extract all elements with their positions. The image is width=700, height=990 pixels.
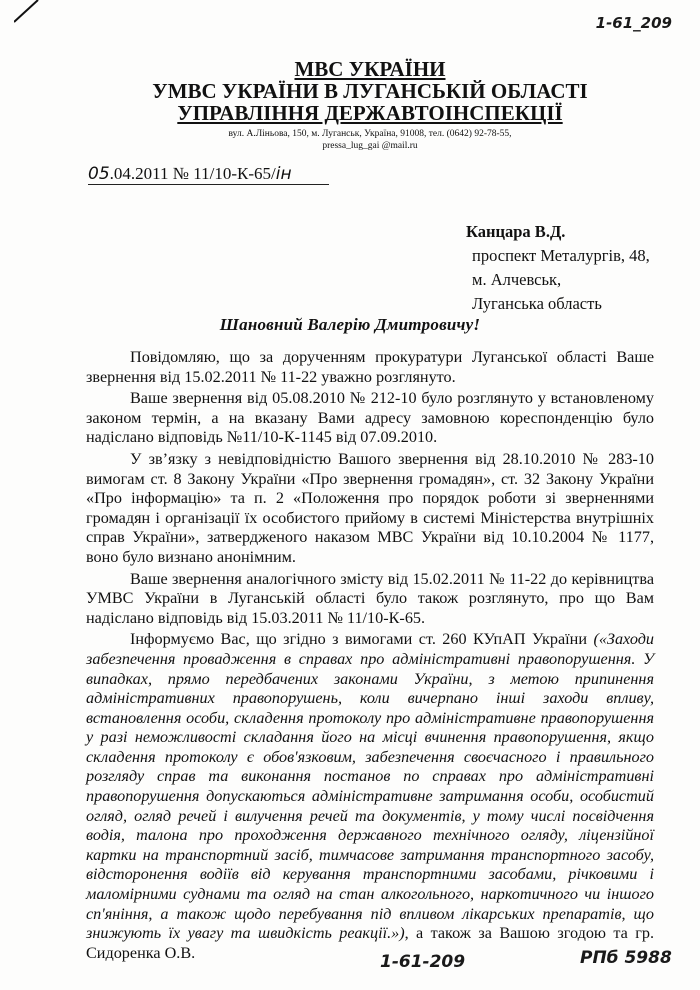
- handwritten-note-bottom: 1-61-209: [380, 952, 466, 972]
- registration-suffix-handwritten: ін: [275, 164, 292, 184]
- document-reference-handwritten: 1-61_209: [595, 14, 672, 32]
- letterhead-regional-department: УМВС УКРАЇНИ В ЛУГАНСЬКІЙ ОБЛАСТІ: [152, 79, 588, 103]
- body-paragraph: Ваше звернення аналогічного змісту від 15.02.2011 № 11-22 до керівництва УМВС України в Луганській області було також розглянуто, про що Вам надіслано відповідь від 15.03.2011 № 11/10-К-65.: [86, 569, 654, 627]
- last-paragraph-tail: , а також за Вашою згодою та гр. Сидоренка О.В.: [86, 924, 655, 962]
- salutation: Шановний Валерію Дмитровичу!: [219, 315, 481, 334]
- last-paragraph-intro: Інформуємо Вас, що згідно з вимогами ст. 260 КУпАП України: [130, 630, 594, 649]
- recipient-street: проспект Металургів, 48,: [472, 246, 650, 265]
- handwritten-incoming-number: РПб 5988: [580, 948, 672, 968]
- body-paragraph: Повідомляю, що за дорученням прокуратури Луганської області Ваше звернення від 15.02.2011 № 11-22 уважно розглянуто.: [86, 348, 654, 386]
- recipient-city: м. Алчевськ,: [472, 270, 562, 289]
- recipient-name: Канцара В.Д.: [466, 222, 566, 241]
- body-paragraph: У зв’язку з невідповідністю Вашого звернення від 28.10.2010 № 283-10 вимогам ст. 8 Закону України «Про звернення громадян», ст. 32 Закону України «Про інформацію» та п. 2 «Положення про порядок роботи зі зверненнями громадян і організації їх особистого прийому в системі Міністерства внутрішніх справ України», затвердженого наказом МВС України від 10.10.2004 № 1177, воно було визнано анонімним.: [86, 449, 654, 566]
- registration-day-handwritten: 05: [88, 164, 110, 184]
- letterhead-email: pressa_lug_gai @mail.ru: [322, 141, 418, 151]
- scan-corner-mark: [14, 0, 42, 24]
- letterhead: [150, 58, 590, 152]
- body-paragraph-last: [86, 630, 654, 963]
- letter-body: [86, 348, 654, 965]
- letterhead-address: вул. А.Ліньова, 150, м. Луганськ, Україна, 91008, тел. (0642) 92-78-55,: [228, 129, 512, 139]
- body-paragraph: Ваше звернення від 05.08.2010 № 212-10 було розглянуто у встановленому законом термін, а на вказану Вами адресу замовною кореспонденцію було надіслано відповідь №11/10-К-1145 від 07.09.2010.: [86, 389, 654, 447]
- recipient-block: [466, 220, 650, 316]
- law-quote: («Заходи забезпечення провадження в справах про адміністративні правопорушення. У випадках, прямо передбачених законами України, з метою припинення адміністративних правопорушень, коли вичерпано інші заходи впливу, встановлення особи, складення протоколу про адміністративне правопорушення у разі неможливості складання його на місці вчинення правопорушення, якщо складення протоколу є обов'язковим, забезпечення своєчасного і правильного розгляду справ та виконання постанов по справах про адміністративні правопорушення допускаються адміністративне затримання особи, особистий огляд, огляд речей і вилучення речей та документів, у тому числі посвідчення водія, талона про проходження державного технічного огляду, ліцензійної картки на транспортний засіб, тимчасове затримання транспортного засобу, відсторонення водіїв від керування транспортними засобами, річковими і маломірними суднами та огляд на стан алкогольного, наркотичного чи іншого сп'яніння, а також щодо перебування під впливом лікарських препаратів, що знижують їх увагу та швидкість реакції.»): [86, 630, 654, 943]
- registration-number: .04.2011 № 11/10-К-65/: [109, 164, 276, 183]
- letterhead-directorate: УПРАВЛІННЯ ДЕРЖАВТОІНСПЕКЦІЇ: [177, 101, 563, 125]
- registration-line: [88, 164, 329, 185]
- letterhead-ministry: МВС УКРАЇНИ: [294, 57, 446, 81]
- recipient-region: Луганська область: [472, 294, 602, 313]
